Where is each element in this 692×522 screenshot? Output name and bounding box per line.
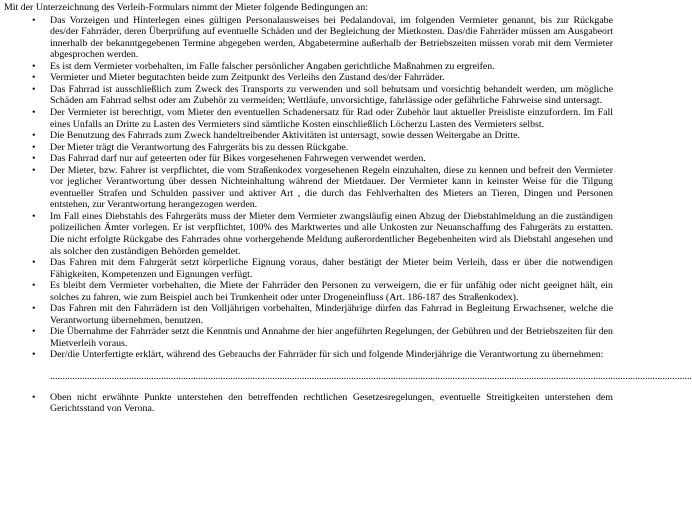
term-item [4, 165, 613, 211]
term-text: Es ist dem Vermieter vorbehalten, im Falle falscher persönlicher Angaben gerichtliche Maßnahmen zu ergreifen. [50, 60, 495, 72]
term-text: Der Mieter trägt die Verantwortung des Fahrgeräts bis zu dessen Rückgabe. [50, 141, 349, 153]
bullet-icon: • [32, 60, 36, 72]
term-item [4, 326, 613, 349]
bullet-icon: • [32, 130, 36, 142]
term-text: Die Benutzung des Fahrrads zum Zweck handeltreibender Aktivitäten ist untersagt, sowie dessen Weitergabe an Dritte. [50, 130, 520, 142]
term-text: Der Mieter, bzw. Fahrer ist verpflichtet, die vom Straßenkodex vorgesehenen Regeln einzuhalten, diese zu kennen und befreit den Vermieter vor jeglicher Verantwortung über dessen Nichteinhaltung während der Mietdauer. Der Vermieter kann in keinster Weise für die Tilgung eventueller Strafen und Schulden passiver und aktiver Art , die durch das Fehlverhalten des Mieters an Tieren, Dingen und Personen entstehen, zur Verantwortung herangezogen werden. [50, 164, 613, 211]
intro-text: Mit der Unterzeichnung des Verleih-Formulars nimmt der Mieter folgende Bedingungen an: [4, 2, 368, 13]
term-item [4, 61, 613, 73]
bullet-icon: • [32, 141, 36, 153]
term-item [4, 15, 613, 61]
term-item [4, 84, 613, 107]
term-text: Die Übernahme der Fahrräder setzt die Kenntnis und Annahme der hier angeführten Regelungen, der Gebühren und der Betriebszeiten für den Mietverleih voraus. [50, 326, 613, 349]
term-text: Das Fahrrad darf nur auf geteerten oder für Bikes vorgesehenen Fahrwegen verwendet werden. [50, 153, 426, 165]
term-item [4, 142, 613, 154]
term-item [4, 303, 613, 326]
term-text: Es bleibt dem Vermieter vorbehalten, die Miete der Fahrräder den Personen zu verweigern, die er für unfähig oder nicht geeignet hält, ein solches zu fahren, wie zum Beispiel auch bei Trunkenheit oder unter Drogeneinfluss (Art. 186-187 des Straßenkodex). [50, 280, 613, 303]
term-item [4, 107, 613, 130]
term-text: Das Vorzeigen und Hinterlegen eines gültigen Personalausweises bei Pedalandovai, im folgenden Vermieter genannt, bis zur Rückgabe des/der Fahrräder, deren Überprüfung auf eventuelle Schäden und der Begleichung der Mietkosten. Das/die Fahrräder müssen am Ausgabeort innerhalb der bekanntgegebenen Termine abgegeben werden, Abgabetermine außerhalb der Betriebszeiten müssen vorab mit dem Vermieter abgesprochen werden. [50, 14, 613, 61]
bullet-icon: • [32, 326, 36, 338]
term-text: Der Vermieter ist berechtigt, vom Mieter den eventuellen Schadenersatz für Rad oder Zubehör laut aktueller Preisliste einzufordern. Im Fall eines Unfalls an Dritte zu Lasten des Vermieters sind sämtliche Kosten einschließlich Löcherzu Lasten des Vermieters selbst. [50, 106, 613, 130]
bullet-icon: • [32, 303, 36, 315]
term-item [4, 392, 613, 415]
bullet-icon: • [32, 83, 36, 95]
term-text: Oben nicht erwähnte Punkte unterstehen den betreffenden rechtlichen Gesetzesregelungen, eventuelle Streitigkeiten unterstehen dem Gerichtsstand von Verona. [50, 391, 613, 415]
term-text: Der/die Unterfertigte erklärt, während des Gebrauchs der Fahrräder für sich und folgende Minderjährige die Verantwortung zu übernehmen: [50, 349, 604, 361]
term-item [4, 211, 613, 257]
term-item [4, 72, 613, 84]
bullet-icon: • [32, 349, 36, 361]
bullet-icon: • [32, 210, 36, 222]
minors-dotted-line: .................................................................................................................................................................................................................................................................... [50, 371, 692, 382]
term-item [4, 130, 613, 142]
bullet-icon: • [32, 14, 36, 26]
bullet-icon: • [32, 164, 36, 176]
term-text: Vermieter und Mieter begutachten beide zum Zeitpunkt des Verleihs den Zustand des/der Fahrräder. [50, 72, 445, 84]
bullet-icon: • [32, 153, 36, 165]
term-item [4, 257, 613, 280]
terms-list [4, 15, 613, 361]
term-item [4, 153, 613, 165]
term-item [4, 280, 613, 303]
term-text: Das Fahren mit den Fahrrädern ist den Volljährigen vorbehalten, Minderjährige dürfen das Fahrrad in Begleitung Erwachsener, welche die Verantwortung übernehmen, benutzen. [50, 303, 613, 326]
term-text: Das Fahren mit dem Fahrgerät setzt körperliche Eignung voraus, daher bestätigt der Mieter beim Verleih, dass er über die notwendigen Fähigkeiten, Kompetenzen und Eignungen verfügt. [50, 257, 613, 280]
bullet-icon: • [32, 280, 36, 292]
term-item [4, 349, 613, 361]
term-text: Das Fahrrad ist ausschließlich zum Zweck des Transports zu verwenden und soll behutsam und vorsichtig behandelt werden, um mögliche Schäden am Fahrrad selbst oder am Zubehör zu vermeiden; Wettläufe, unvorsichtige, fahrlässige oder gefährliche Fahrweise sind untersagt. [50, 83, 613, 107]
final-terms-list [4, 392, 613, 415]
bullet-icon: • [32, 257, 36, 269]
term-text: Im Fall eines Diebstahls des Fahrgeräts muss der Mieter dem Vermieter zwangsläufig einen Abzug der Diebstahlmeldung an die zuständigen polizeilichen Ämter vorlegen. Er ist verpflichtet, 100% des Marktwertes und alle Unkosten zur Neuanschaffung des Fahrgeräts zu erstatten. Die nicht erfolgte Rückgabe des Fahrrades ohne vorhergehende Meldung außerordentlicher Begebenheiten wird als Diebstahl angesehen und als solcher den zuständigen Behörden gemeldet. [50, 210, 613, 257]
bullet-icon: • [32, 391, 36, 403]
bullet-icon: • [32, 106, 36, 118]
bullet-icon: • [32, 72, 36, 84]
